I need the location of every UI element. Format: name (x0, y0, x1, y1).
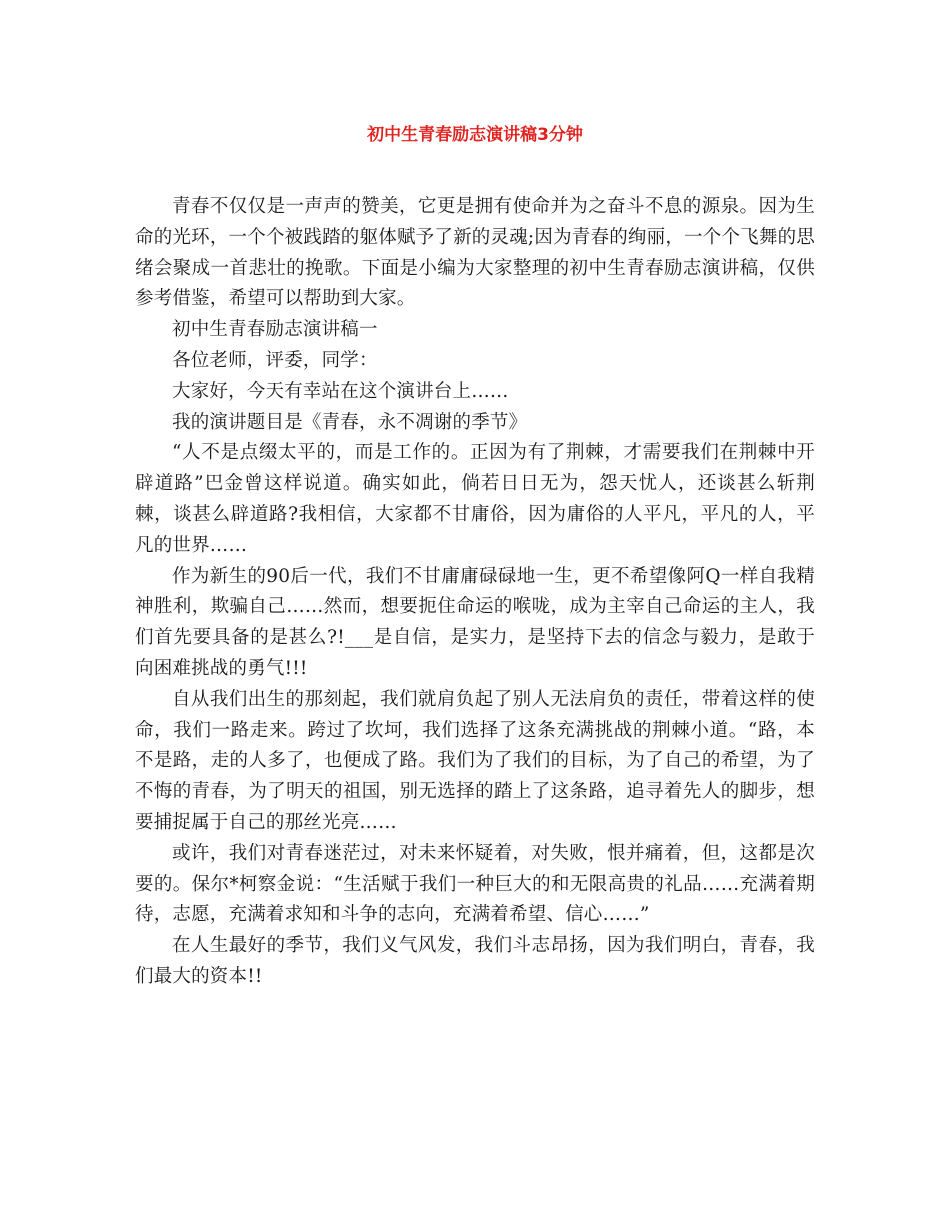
paragraph-responsibility: 自从我们出生的那刻起，我们就肩负起了别人无法肩负的责任，带着这样的使命，我们一路走来。跨过了坎坷，我们选择了这条充满挑战的荆棘小道。“路，本不是路，走的人多了，也便成了路。我们为了我们的目标，为了自己的希望，为了不悔的青春，为了明天的祖国，别无选择的踏上了这条路，追寻着先人的脚步，想要捕捉属于自己的那丝光亮…… (135, 688, 815, 833)
paragraph-topic: 我的演讲题目是《青春，永不凋谢的季节》 (172, 411, 528, 433)
paragraph-intro: 青春不仅仅是一声声的赞美，它更是拥有使命并为之奋斗不息的源泉。因为生命的光环，一个个被践踏的躯体赋予了新的灵魂;因为青春的绚丽，一个个飞舞的思绪会聚成一首悲壮的挽歌。下面是小编为大家整理的初中生青春励志演讲稿，仅供参考借鉴，希望可以帮助到大家。 (135, 196, 815, 310)
document-body (135, 192, 815, 993)
paragraph-opening: 大家好，今天有幸站在这个演讲台上…… (172, 380, 509, 402)
paragraph-quote-bajin: “人不是点缀太平的，而是工作的。正因为有了荆棘，才需要我们在荆棘中开辟道路”巴金曾这样说道。确实如此，倘若日日无为，怨天忧人，还谈甚么斩荆棘，谈甚么辟道路?我相信，大家都不甘庸俗，因为庸俗的人平凡，平凡的人，平凡的世界…… (135, 442, 815, 556)
paragraph-closing: 在人生最好的季节，我们义气风发，我们斗志昂扬，因为我们明白，青春，我们最大的资本!! (135, 935, 815, 987)
paragraph-greeting: 各位老师，评委，同学： (172, 349, 378, 371)
paragraph-speech-heading: 初中生青春励志演讲稿一 (172, 319, 378, 341)
paragraph-quote-pavel: 或许，我们对青春迷茫过，对未来怀疑着，对失败，恨并痛着，但，这都是次要的。保尔*柯察金说：“生活赋于我们一种巨大的和无限高贵的礼品……充满着期待，志愿，充满着求知和斗争的志向，充满着希望、信心……” (135, 842, 815, 926)
paragraph-generation: 作为新生的90后一代，我们不甘庸庸碌碌地一生，更不希望像阿Q一样自我精神胜利，欺骗自己……然而，想要扼住命运的喉咙，成为主宰自己命运的主人，我们首先要具备的是甚么?!___是自信，是实力，是坚持下去的信念与毅力，是敢于向困难挑战的勇气!!! (135, 565, 815, 679)
document-title: 初中生青春励志演讲稿3分钟 (367, 125, 583, 145)
